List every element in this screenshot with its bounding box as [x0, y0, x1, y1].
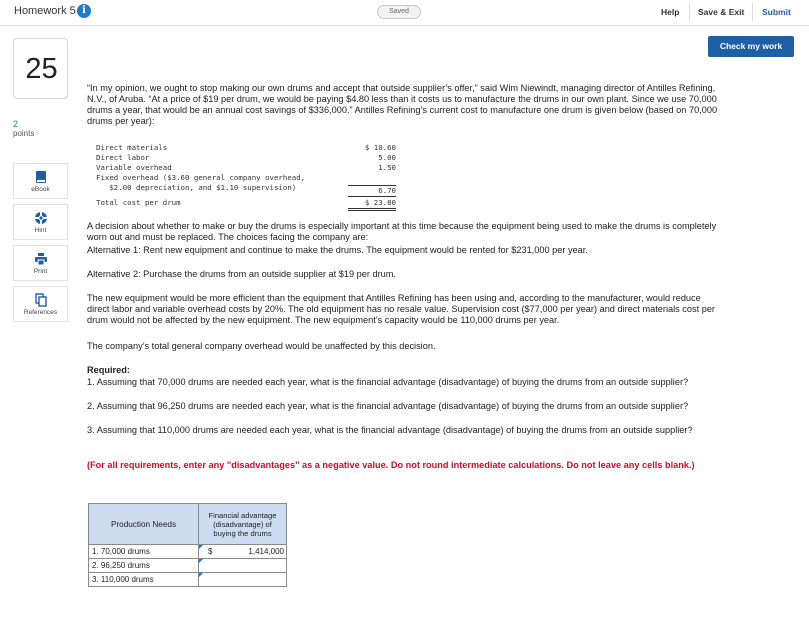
- row-label: 2. 96,250 drums: [89, 559, 199, 573]
- requirement-2: 2. Assuming that 96,250 drums are needed each year, what is the financial advantage (disadvantage) of buying the drums from an outside supplier?: [87, 401, 689, 411]
- cost-value: [348, 198, 396, 211]
- requirement-1: 1. Assuming that 70,000 drums are needed each year, what is the financial advantage (disadvantage) of buying the drums from an outside supplier?: [87, 377, 689, 387]
- row-label: 1. 70,000 drums: [89, 545, 199, 559]
- answer-header-row: [89, 504, 287, 545]
- info-icon[interactable]: i: [77, 4, 91, 18]
- table-row: [89, 573, 287, 587]
- new-equipment-paragraph: The new equipment would be more efficient than the equipment that Antilles Refining has been using and, according to the manufacturer, would reduce direct labor and variable overhead costs by 20%. The old equipment has no resale value. Supervision cost ($77,000 per year) and direct materials cost per drum would not be affected by the new equipment. The new equipment’s capacity would be 110,000 drums per year.: [87, 293, 715, 325]
- financial-advantage-header: Financial advantage (disadvantage) of buying the drums: [199, 504, 287, 545]
- cost-row: [96, 143, 396, 153]
- cost-label: Variable overhead: [96, 163, 172, 172]
- printer-icon: [34, 252, 48, 266]
- cost-value-text: $ 23.80: [348, 198, 396, 211]
- submit-link[interactable]: Submit: [762, 7, 791, 17]
- hint-tool[interactable]: [13, 204, 68, 240]
- intro-paragraph: “In my opinion, we ought to stop making our own drums and accept that outside supplier’s offer,” said Wim Niewindt, managing director of Antilles Refining, N.V., of Aruba. “At a price of $19 per drum, we would be paying $4.80 less than it costs us to manufacture the drums in our own plant. Since we use 70,000 drums a year, that would be an annual cost savings of $336,000.” Antilles Refining’s current cost to manufacture one drum is given below (based on 70,000 drums per year):: [87, 83, 718, 126]
- cost-label: Total cost per drum: [96, 198, 181, 207]
- print-tool[interactable]: [13, 245, 68, 281]
- answer-value: 1,414,000: [248, 547, 284, 556]
- assignment-title: Homework 5: [14, 5, 76, 17]
- points-label: points: [13, 129, 35, 138]
- cost-value-text: 6.70: [348, 185, 396, 197]
- production-needs-header: Production Needs: [89, 504, 199, 545]
- references-label: References: [23, 309, 58, 316]
- divider: [752, 3, 753, 21]
- top-bar: [0, 0, 809, 26]
- cost-label: Direct labor: [96, 153, 150, 162]
- cost-value: 1.50: [378, 163, 396, 172]
- cost-row: [96, 183, 396, 196]
- overhead-paragraph: The company’s total general company overhead would be unaffected by this decision.: [87, 341, 436, 351]
- cost-row: [96, 173, 396, 183]
- answer-input-2[interactable]: [199, 559, 287, 573]
- help-link[interactable]: Help: [661, 7, 680, 17]
- cost-value: $ 10.60: [364, 143, 396, 152]
- cost-table: [96, 143, 396, 211]
- cost-label: Direct materials: [96, 143, 168, 152]
- check-my-work-button[interactable]: Check my work: [708, 36, 794, 57]
- requirement-3: 3. Assuming that 110,000 drums are needed each year, what is the financial advantage (disadvantage) of buying the drums from an outside supplier?: [87, 425, 693, 435]
- required-heading: Required:: [87, 365, 130, 375]
- table-row: [89, 559, 287, 573]
- answer-table: [88, 503, 287, 587]
- divider: [689, 3, 690, 21]
- cell-marker: [199, 545, 203, 549]
- ebook-label: eBook: [31, 186, 50, 193]
- saved-status: Saved: [377, 5, 421, 19]
- lifebuoy-icon: [34, 211, 48, 225]
- cost-row: [96, 153, 396, 163]
- cost-value: 5.00: [378, 153, 396, 162]
- book-icon: [34, 170, 48, 184]
- table-row: [89, 545, 287, 559]
- answer-input-1[interactable]: [199, 545, 287, 559]
- cost-label: Fixed overhead ($3.60 general company overhead,: [96, 173, 306, 182]
- alternative-2: Alternative 2: Purchase the drums from an outside supplier at $19 per drum.: [87, 269, 396, 279]
- decision-paragraph: A decision about whether to make or buy the drums is especially important at this time because the equipment being used to make the drums is completely worn out and must be replaced. The choices facing the company are:: [87, 221, 717, 242]
- currency-symbol: $: [208, 547, 213, 556]
- references-tool[interactable]: [13, 286, 68, 322]
- alternative-1: Alternative 1: Rent new equipment and continue to make the drums. The equipment would be rented for $231,000 per year.: [87, 245, 588, 255]
- cell-marker: [199, 573, 203, 577]
- copy-icon: [34, 293, 48, 307]
- cost-value: [348, 185, 396, 198]
- ebook-tool[interactable]: [13, 163, 68, 199]
- cost-label: $2.00 depreciation, and $1.10 supervision): [96, 183, 297, 192]
- question-number: 25: [25, 53, 58, 85]
- row-label: 3. 110,000 drums: [89, 573, 199, 587]
- instructions-note: (For all requirements, enter any "disadvantages" as a negative value. Do not round intermediate calculations. Do not leave any cells blank.): [87, 460, 695, 470]
- cost-row: [96, 163, 396, 173]
- question-number-box: [13, 38, 68, 99]
- hint-label: Hint: [34, 227, 47, 234]
- cost-row: [96, 198, 396, 211]
- points-value: 2: [13, 119, 19, 129]
- cell-marker: [199, 559, 203, 563]
- print-label: Print: [33, 268, 48, 275]
- answer-input-3[interactable]: [199, 573, 287, 587]
- save-exit-link[interactable]: Save & Exit: [698, 7, 745, 17]
